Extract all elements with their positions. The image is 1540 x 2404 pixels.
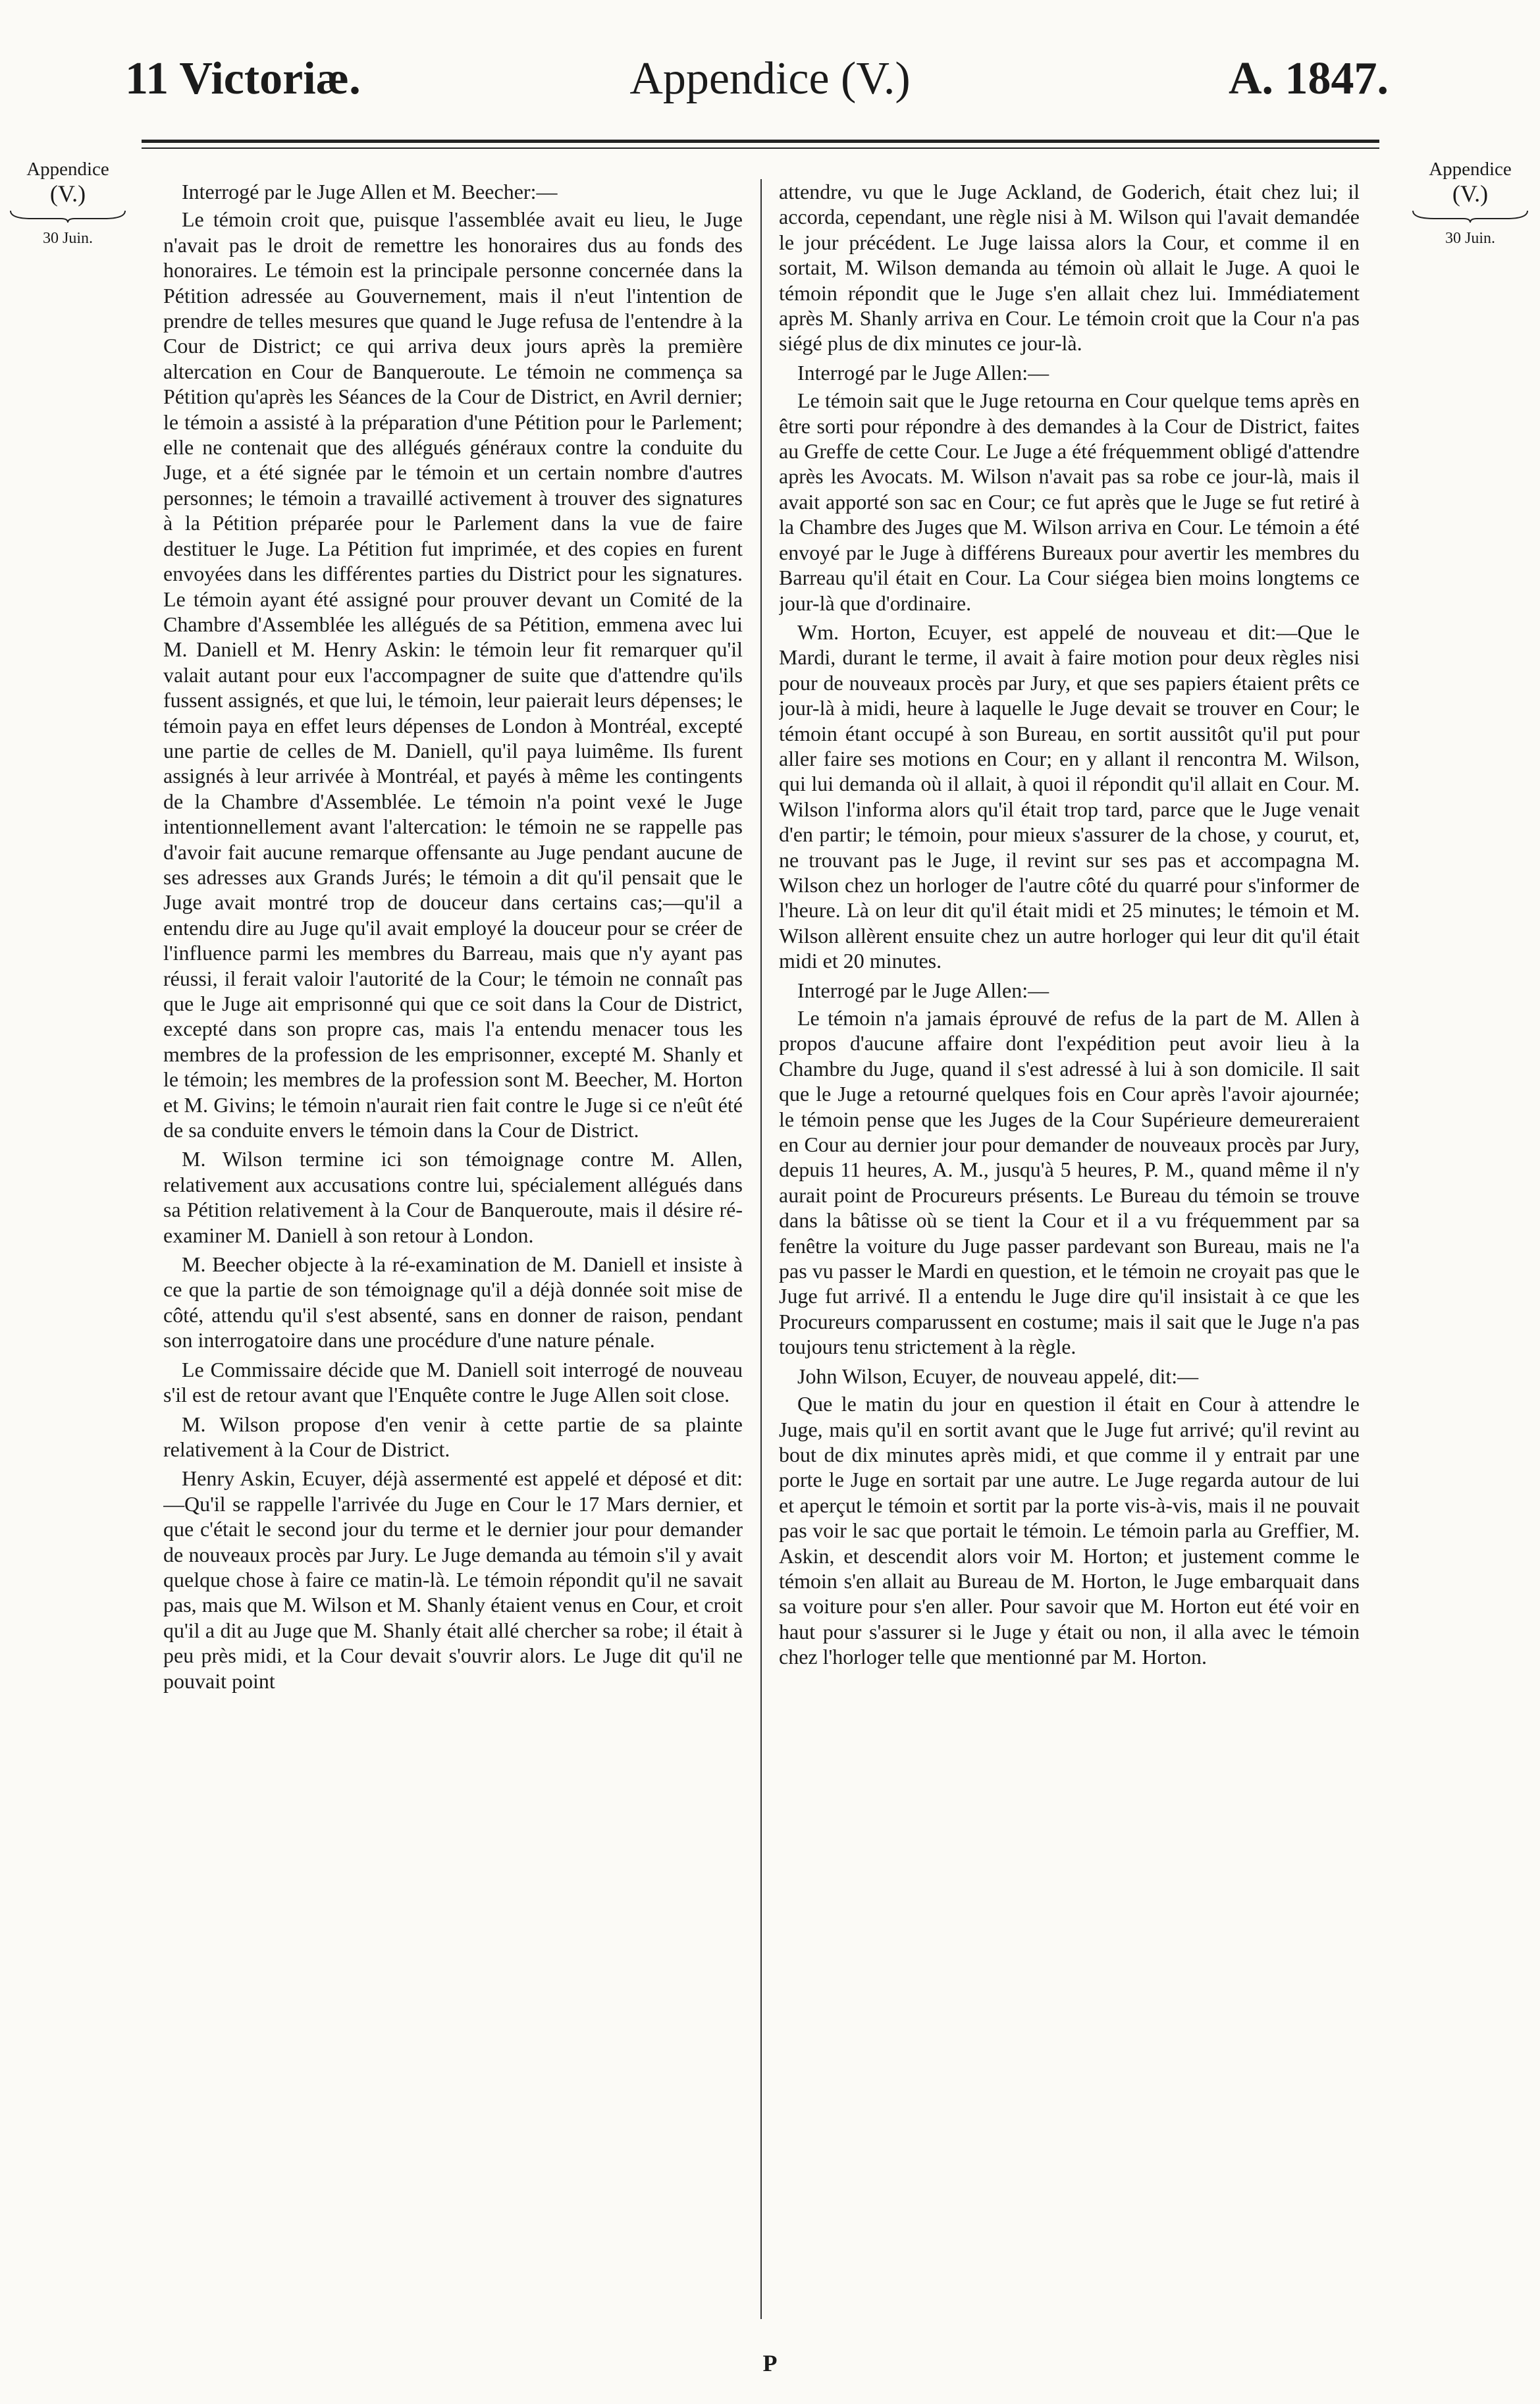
margin-note-title: Appendice [26,159,109,180]
right-column [779,179,1360,2319]
margin-note-left [5,158,130,248]
question-heading: Interrogé par le Juge Allen et M. Beecher:— [182,180,558,203]
witness-heading: John Wilson, Ecuyer, de nouveau appelé, dit:— [797,1364,1199,1388]
paragraph: Le témoin n'a jamais éprouvé de refus de la part de M. Allen à propos d'aucune affaire dont l'expédition peut avoir lieu à la Chambre du Juge, quand il s'est adressé à lui à son domicile. Il sait que le Juge a retourné quelques fois en Cour après l'avoir ajournée; le témoin pense que les Juges de la Cour Supérieure demeureraient en Cour au dernier jour pour demander de nouveaux procès par Jury, depuis 11 heures, A. M., jusqu'à 5 heures, P. M., quand même il n'y aurait point de Procureurs présents. Le Bureau du témoin se trouve dans la bâtisse où se tient la Cour et il a vu fréquemment par sa fenêtre la voiture du Juge passer pardevant son Bureau, mais ne l'a pas vu passer le Mardi en question, et le témoin ne croyait pas que le Juge fut arrivé. Il a entendu le Juge dire qu'il insistait à ce que les Procureurs comparussent en costume; mais il sait que le Juge n'a pas toujours tenu strictement à la règle. [779,1006,1360,1359]
left-column [163,179,743,2319]
running-header [0,53,1540,125]
margin-note-letter: (V.) [1452,180,1489,207]
regnal-year: 11 Victoriæ. [125,53,361,104]
margin-note-right [1408,158,1533,248]
paragraph: M. Beecher objecte à la ré-examination de M. Daniell et insiste à ce que la partie de son témoignage qu'il a déjà donnée soit mise de côté, attendu qu'il s'est absenté, sans en donner de raison, pendant son interrogatoire dans une procédure d'une nature pénale. [163,1252,743,1352]
column-divider [760,179,762,2319]
paragraph: Wm. Horton, Ecuyer, est appelé de nouveau et dit:—Que le Mardi, durant le terme, il avait à faire motion pour deux règles nisi pour de nouveaux procès par Jury, et que ses papiers étaient prêts ce jour-là à midi, heure à laquelle le Juge devait se trouver en Cour; le témoin étant occupé à son Bureau, en sortit aussitôt qu'il put pour aller faire ses motions en Cour; en y allant il rencontra M. Wilson, qui lui demanda où il allait, à quoi il répondit qu'il allait en Cour. M. Wilson l'informa alors qu'il était trop tard, parce que le Juge venait d'en partir; le témoin, pour mieux s'assurer de la chose, y courut, et, ne trouvant pas le Juge, il revint sur ses pas et accompagna M. Wilson chez un horloger de l'autre côté du quarré pour s'informer de l'heure. Là on leur dit qu'il était midi et 25 minutes; le témoin et M. Wilson allèrent ensuite chez un autre horloger qui leur dit qu'il était midi et 20 minutes. [779,620,1360,973]
header-rule-thin [142,147,1379,149]
paragraph: Que le matin du jour en question il était en Cour à attendre le Juge, mais qu'il en sortit avant que le Juge fut arrivé; qu'il revint au bout de dix minutes après midi, et que comme il y entrait par une porte le Juge en sortait par une autre. Le Juge regarda autour de lui et aperçut le témoin et sortit par la porte vis-à-vis, mais il ne pouvait pas voir le sac que portait le témoin. Le témoin parla au Greffier, M. Askin, et descendit alors voir M. Horton; et justement comme le témoin s'en allait au Bureau de M. Horton, le Juge embarquait dans sa voiture pour s'en aller. Pour savoir que M. Horton eut été voir en haut pour s'assurer si le Juge y était ou non, il alla avec le témoin chez l'horloger telle que mentionné par M. Horton. [779,1392,1360,1669]
header-rule-thick [142,140,1379,143]
paragraph: M. Wilson propose d'en venir à cette partie de sa plainte relativement à la Cour de District. [163,1412,743,1461]
brace-icon [1408,207,1533,224]
margin-note-date: 30 Juin. [1445,230,1495,247]
paragraph: Henry Askin, Ecuyer, déjà assermenté est appelé et déposé et dit:—Qu'il se rappelle l'arrivée du Juge en Cour le 17 Mars dernier, et que c'était le second jour du terme et le dernier jour pour demander de nouveaux procès par Jury. Le Juge demanda au témoin s'il y avait quelque chose à faire ce matin-là. Le témoin répondit qu'il ne savait pas, mais que M. Wilson et M. Shanly étaient venus en Cour, et croit qu'il a dit au Juge que M. Shanly était allé chercher sa robe; il était à peu près midi, et la Cour devait s'ouvrir alors. Le Juge dit qu'il ne pouvait point [163,1466,743,1693]
question-heading: Interrogé par le Juge Allen:— [797,978,1049,1002]
paragraph: Le témoin sait que le Juge retourna en Cour quelque tems après en être sorti pour répondre à des demandes à la Cour de District, faites au Greffe de cette Cour. Le Juge a été fréquemment obligé d'attendre après les Avocats. M. Wilson n'avait pas sa robe ce jour-là, mais il avait apporté son sac en Cour; ce fut après que le Juge se fut retiré à la Chambre des Juges que M. Wilson arriva en Cour. Le témoin a été envoyé par le Juge à différens Bureaux pour avertir les membres du Barreau qu'il était en Cour. La Cour siégea bien moins longtems ce jour-là que d'ordinaire. [779,388,1360,615]
question-heading: Interrogé par le Juge Allen:— [797,360,1049,385]
paragraph: attendre, vu que le Juge Ackland, de Goderich, était chez lui; il accorda, cependant, une règle nisi à M. Wilson qui l'avait demandée le jour précédent. Le Juge laissa alors la Cour, et comme il en sortait, M. Wilson demanda au témoin où allait le Juge. A quoi le témoin répondit que le Juge s'en allait chez lui. Immédiatement après M. Shanly arriva en Cour. Le témoin croit que la Cour n'a pas siégé plus de dix minutes ce jour-là. [779,180,1360,356]
paragraph: Le témoin croit que, puisque l'assemblée avait eu lieu, le Juge n'avait pas le droit de remettre les honoraires dus au fonds des honoraires. Le témoin est la principale personne concernée dans la Pétition adressée au Gouvernement, mais il n'eut l'intention de prendre de telles mesures que quand le Juge refusa de l'entendre à la Cour de District; ce qui arriva deux jours après la première altercation en Cour de Banqueroute. Le témoin ne commença sa Pétition qu'après les Séances de la Cour de District, en Avril dernier; le témoin a assisté à la préparation d'une Pétition pour le Parlement; elle ne contenait que des allégués généraux contre la conduite du Juge, et a été signée par le témoin et un certain nombre d'autres personnes; le témoin a travaillé activement à trouver des signatures à la Pétition préparée pour le Parlement dans la vue de faire destituer le Juge. La Pétition fut imprimée, et des copies en furent envoyées dans les différentes parties du District pour les signatures. Le témoin ayant été assigné pour prouver devant un Comité de la Chambre d'Assemblée les allégués de sa Pétition, emmena avec lui M. Daniell et M. Henry Askin: le témoin leur fit remarquer qu'il valait autant pour eux l'accompagner de suite que d'attendre qu'ils fussent assignés, et que lui, le témoin, leur paierait leurs dépenses; le témoin paya en effet leurs dépenses de London à Montréal, excepté une partie de celles de M. Daniell, qu'il paya luimême. Ils furent assignés à leur arrivée à Montréal, et payés à même les contingents de la Chambre d'Assemblée. Le témoin n'a point vexé le Juge intentionnellement avant l'altercation: le témoin ne se rappelle pas d'avoir fait aucune remarque offensante au Juge pendant aucune de ses adresses aux Grands Jurés; le témoin a dit qu'il pensait que le Juge avait montré trop de douceur dans certains cas;—qu'il a entendu dire au Juge qu'il avait employé la douceur pour se créer de l'influence parmi les membres du Barreau, mais que n'y ayant pas réussi, il ferait valoir l'autorité de la Cour; le témoin ne connaît pas que le Juge ait emprisonné qui que ce soit dans la Cour de District, excepté dans son propre cas, mais l'a entendu menacer tous les membres de la profession de les emprisonner, excepté M. Shanly et le témoin; les membres de la profession sont M. Beecher, M. Horton et M. Givins; le témoin n'aurait rien fait contre le Juge si ce n'eût été de sa conduite envers le témoin dans la Cour de District. [163,207,743,1142]
paragraph: M. Wilson termine ici son témoignage contre M. Allen, relativement aux accusations contre lui, spécialement allégués dans sa Pétition relativement à la Cour de Banqueroute, mais il désire ré-examiner M. Daniell à son retour à London. [163,1147,743,1247]
paragraph: Le Commissaire décide que M. Daniell soit interrogé de nouveau s'il est de retour avant que l'Enquête contre le Juge Allen soit close. [163,1357,743,1407]
margin-note-title: Appendice [1429,159,1512,180]
appendix-title: Appendice (V.) [629,53,911,104]
year: A. 1847. [1228,53,1389,104]
margin-note-date: 30 Juin. [42,230,93,247]
signature-mark: P [762,2350,778,2376]
brace-icon [5,207,130,224]
margin-note-letter: (V.) [49,180,86,207]
